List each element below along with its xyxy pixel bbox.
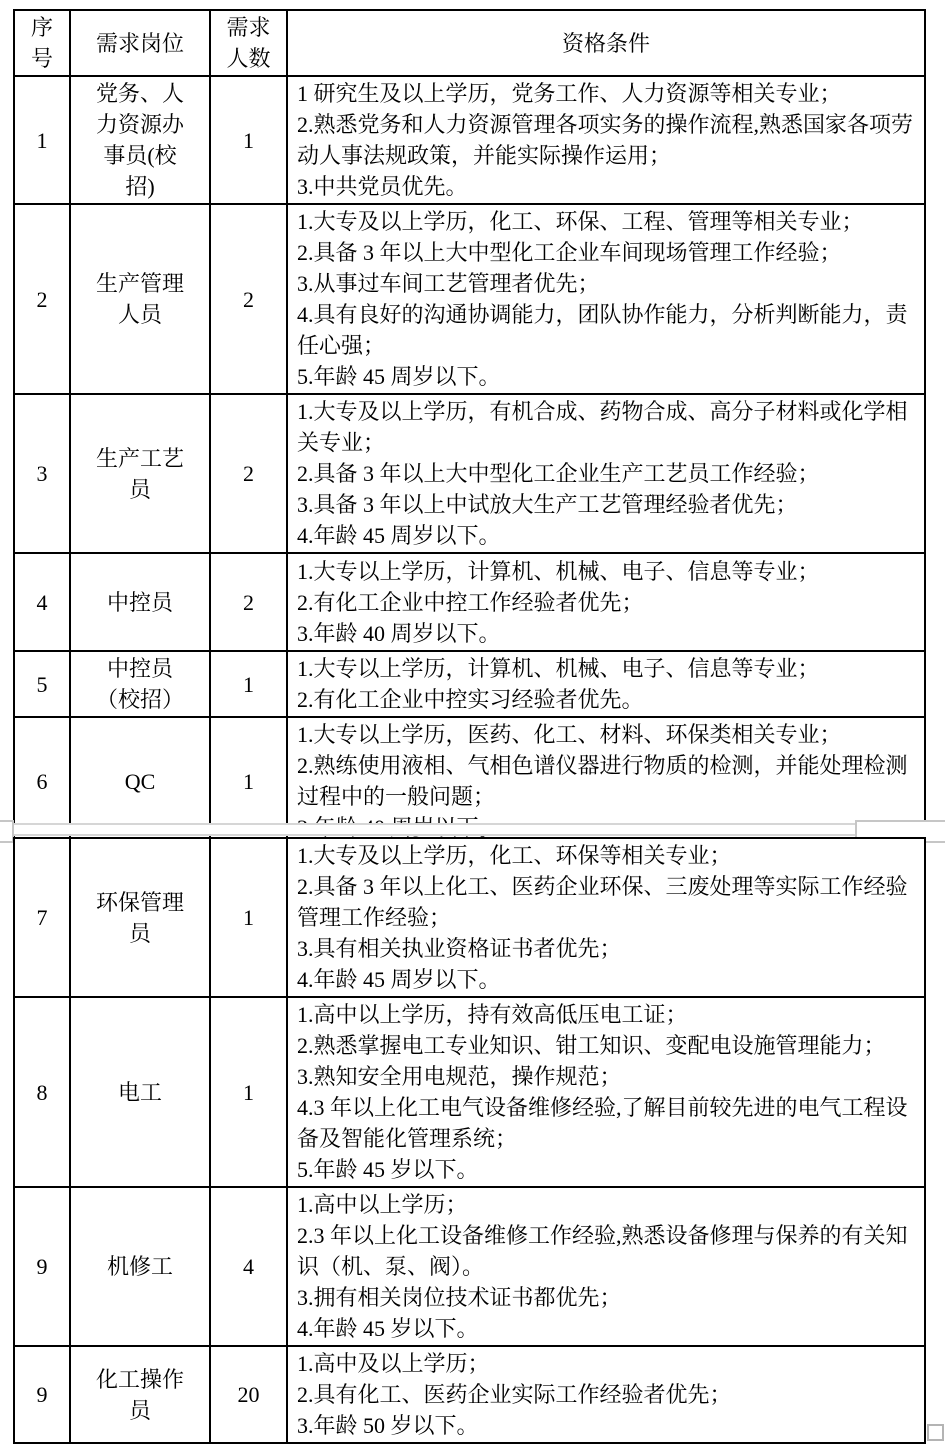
table-row xyxy=(14,997,925,1187)
table-header-row xyxy=(14,10,925,76)
row-position: 生产管理人员 xyxy=(70,204,210,394)
condition-line: 2.有化工企业中控实习经验者优先。 xyxy=(297,687,644,712)
condition-line: 2.熟悉掌握电工专业知识、钳工知识、变配电设施管理能力； xyxy=(297,1033,886,1058)
page-break-left-tab[interactable] xyxy=(0,820,14,843)
condition-line: 3.具备 3 年以上中试放大生产工艺管理经验者优先； xyxy=(297,492,798,517)
table-row xyxy=(14,651,925,717)
row-serial: 5 xyxy=(14,651,70,717)
condition-line: 2.具备 3 年以上大中型化工企业生产工艺员工作经验； xyxy=(297,461,820,486)
header-headcount: 需求人数 xyxy=(210,10,287,76)
table-row xyxy=(14,204,925,394)
row-qualifications xyxy=(287,76,925,204)
condition-line: 2.熟练使用液相、气相色谱仪器进行物质的检测，并能处理检测过程中的一般问题； xyxy=(297,753,908,809)
row-qualifications xyxy=(287,394,925,553)
condition-line: 4.年龄 45 周岁以下。 xyxy=(297,967,501,992)
header-position: 需求岗位 xyxy=(70,10,210,76)
condition-line: 1.大专以上学历，计算机、机械、电子、信息等专业； xyxy=(297,558,820,584)
row-serial: 7 xyxy=(14,838,70,997)
table-row xyxy=(14,838,925,997)
row-position: QC xyxy=(70,717,210,845)
row-position: 党务、人力资源办事员(校招) xyxy=(70,76,210,204)
row-headcount: 1 xyxy=(210,717,287,845)
row-qualifications xyxy=(287,1346,925,1443)
condition-line: 1.大专及以上学历，化工、环保等相关专业； xyxy=(297,843,732,868)
row-headcount: 2 xyxy=(210,204,287,394)
condition-line: 3.从事过车间工艺管理者优先； xyxy=(297,271,600,296)
row-headcount: 2 xyxy=(210,553,287,651)
row-serial: 2 xyxy=(14,204,70,394)
condition-line: 5.年龄 45 岁以下。 xyxy=(297,1157,479,1182)
condition-line: 3.年龄 50 岁以下。 xyxy=(297,1413,479,1438)
condition-line: 1.大专及以上学历，化工、环保、工程、管理等相关专业； xyxy=(297,209,864,234)
recruitment-table-part1 xyxy=(13,9,926,846)
condition-line: 3.中共党员优先。 xyxy=(297,174,468,199)
condition-line: 1.高中以上学历，持有效高低压电工证； xyxy=(297,1002,688,1027)
row-serial: 4 xyxy=(14,553,70,651)
condition-line: 4.年龄 45 周岁以下。 xyxy=(297,523,501,548)
condition-line: 1.大专及以上学历，有机合成、药物合成、高分子材料或化学相关专业； xyxy=(297,399,908,455)
row-qualifications xyxy=(287,838,925,997)
condition-line: 1 研究生及以上学历，党务工作、人力资源等相关专业； xyxy=(297,81,842,106)
row-headcount: 2 xyxy=(210,394,287,553)
recruitment-table-part2 xyxy=(13,837,926,1444)
header-serial-number: 序号 xyxy=(14,10,70,76)
table-row xyxy=(14,394,925,553)
row-serial: 6 xyxy=(14,717,70,845)
condition-line: 3.年龄 40 周岁以下。 xyxy=(297,620,501,646)
row-headcount: 20 xyxy=(210,1346,287,1443)
page-break-separator[interactable] xyxy=(0,823,945,836)
condition-line: 1.高中以上学历； xyxy=(297,1192,468,1217)
row-position: 机修工 xyxy=(70,1187,210,1346)
condition-line: 2.熟悉党务和人力资源管理各项实务的操作流程,熟悉国家各项劳动人事法规政策，并能实际操作运用； xyxy=(297,112,914,168)
row-headcount: 1 xyxy=(210,651,287,717)
row-qualifications xyxy=(287,1187,925,1346)
header-qualifications: 资格条件 xyxy=(287,10,925,76)
condition-line: 2.3 年以上化工设备维修工作经验,熟悉设备修理与保养的有关知识（机、泵、阀）。 xyxy=(297,1223,908,1279)
table-row xyxy=(14,553,925,651)
row-serial: 3 xyxy=(14,394,70,553)
row-qualifications xyxy=(287,553,925,651)
row-qualifications xyxy=(287,997,925,1187)
condition-line: 3.具有相关执业资格证书者优先； xyxy=(297,936,622,961)
row-position: 电工 xyxy=(70,997,210,1187)
condition-line: 5.年龄 45 周岁以下。 xyxy=(297,364,501,389)
row-position: 生产工艺员 xyxy=(70,394,210,553)
row-serial: 9 xyxy=(14,1187,70,1346)
condition-line: 1.大专以上学历，计算机、机械、电子、信息等专业； xyxy=(297,656,820,681)
row-serial: 8 xyxy=(14,997,70,1187)
row-position: 中控员（校招） xyxy=(70,651,210,717)
condition-line: 1.大专以上学历，医药、化工、材料、环保类相关专业； xyxy=(297,722,842,747)
row-position: 化工操作员 xyxy=(70,1346,210,1443)
table-resize-handle[interactable] xyxy=(927,1424,944,1441)
table-row xyxy=(14,1187,925,1346)
condition-line: 4.具有良好的沟通协调能力，团队协作能力，分析判断能力，责任心强； xyxy=(297,302,908,358)
row-headcount: 1 xyxy=(210,76,287,204)
condition-line: 2.具备 3 年以上大中型化工企业车间现场管理工作经验； xyxy=(297,240,842,265)
row-qualifications xyxy=(287,651,925,717)
row-serial: 9 xyxy=(14,1346,70,1443)
condition-line: 2.有化工企业中控工作经验者优先； xyxy=(297,589,644,615)
condition-line: 3.拥有相关岗位技术证书都优先； xyxy=(297,1285,622,1310)
row-position: 环保管理员 xyxy=(70,838,210,997)
condition-line: 2.具有化工、医药企业实际工作经验者优先； xyxy=(297,1382,732,1407)
condition-line: 3.熟知安全用电规范，操作规范； xyxy=(297,1064,622,1089)
row-qualifications xyxy=(287,204,925,394)
row-headcount: 1 xyxy=(210,997,287,1187)
row-position: 中控员 xyxy=(70,553,210,651)
row-headcount: 1 xyxy=(210,838,287,997)
table-row xyxy=(14,76,925,204)
condition-line: 4.年龄 45 岁以下。 xyxy=(297,1316,479,1341)
row-headcount: 4 xyxy=(210,1187,287,1346)
row-serial: 1 xyxy=(14,76,70,204)
condition-line: 2.具备 3 年以上化工、医药企业环保、三废处理等实际工作经验管理工作经验； xyxy=(297,874,908,930)
table-row xyxy=(14,1346,925,1443)
condition-line: 1.高中及以上学历； xyxy=(297,1351,490,1376)
condition-line: 4.3 年以上化工电气设备维修经验,了解目前较先进的电气工程设备及智能化管理系统； xyxy=(297,1095,908,1151)
